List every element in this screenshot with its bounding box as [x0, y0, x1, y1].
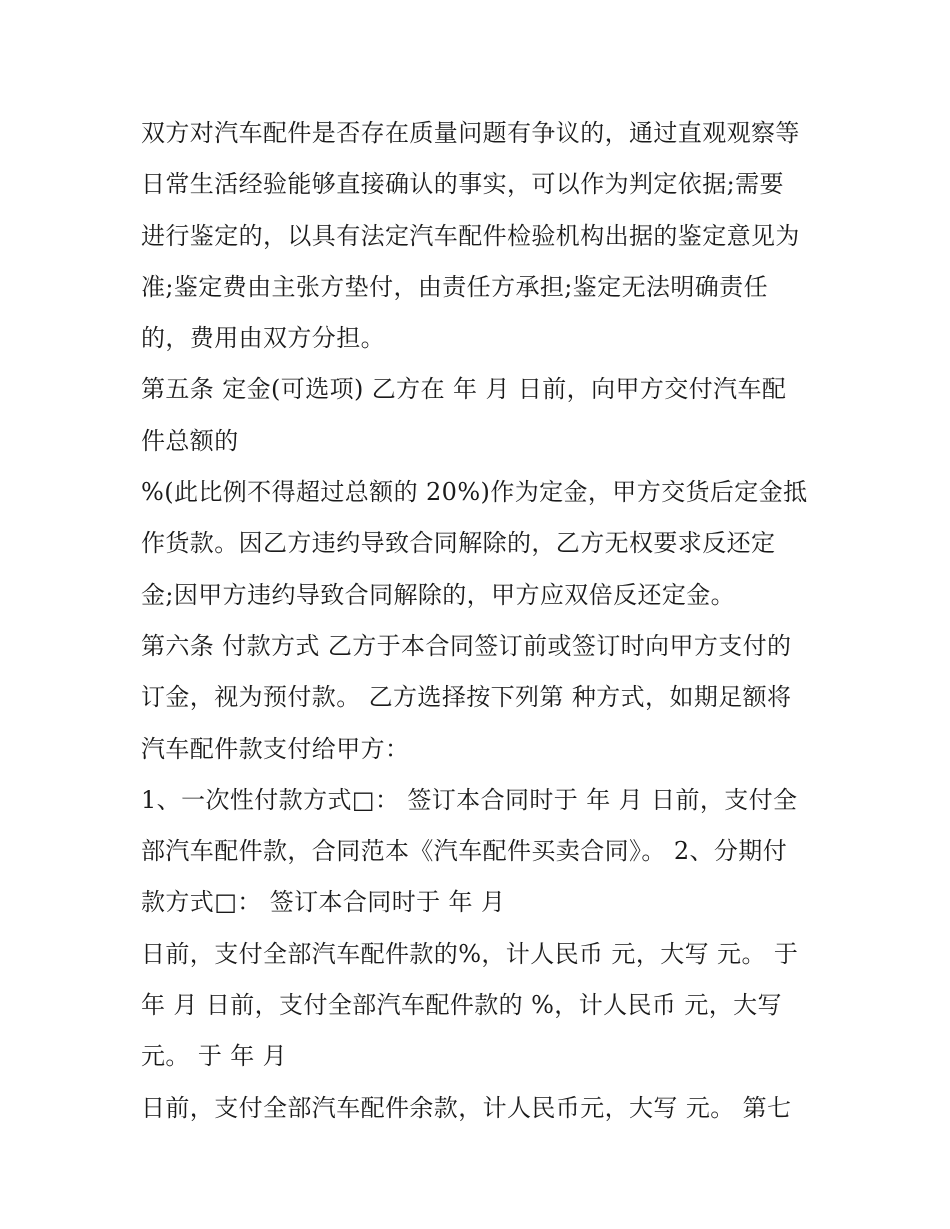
text-line: 金;因甲方违约导致合同解除的，甲方应双倍反还定金。 — [141, 580, 736, 609]
article-5-heading-line: 第五条 定金(可选项) 乙方在 年 月 日前，向甲方交付汽车配 — [141, 375, 787, 404]
text-line: 件总额的 — [141, 426, 239, 455]
text-line: 作货款。因乙方违约导致合同解除的，乙方无权要求反还定 — [141, 529, 776, 558]
text-line: 部汽车配件款，合同范本《汽车配件买卖合同》。 2、分期付 — [141, 837, 788, 866]
text-line: 元。 于 年 月 — [141, 1042, 288, 1071]
text-line: 日常生活经验能够直接确认的事实，可以作为判定依据;需要 — [141, 170, 784, 199]
text-line: 双方对汽车配件是否存在质量问题有争议的，通过直观观察等 — [141, 119, 800, 147]
text-line: 准;鉴定费由主张方垫付，由责任方承担;鉴定无法明确责任 — [141, 272, 768, 301]
payment-option-1-line: 1、一次性付款方式□： 签订本合同时于 年 月 日前，支付全 — [141, 785, 798, 814]
text-line: 汽车配件款支付给甲方： — [141, 734, 410, 763]
text-line: 的，费用由双方分担。 — [141, 324, 385, 353]
text-line: 订金，视为预付款。 乙方选择按下列第 种方式，如期足额将 — [141, 683, 792, 712]
text-line: 年 月 日前，支付全部汽车配件款的 %，计人民币 元，大写 — [141, 991, 782, 1020]
article-6-heading-line: 第六条 付款方式 乙方于本合同签订前或签订时向甲方支付的 — [141, 631, 792, 660]
text-line: %(此比例不得超过总额的 20%)作为定金，甲方交货后定金抵 — [141, 478, 808, 507]
contract-body-text — [141, 108, 831, 1134]
text-line: 进行鉴定的，以具有法定汽车配件检验机构出据的鉴定意见为 — [141, 221, 800, 250]
text-line: 日前，支付全部汽车配件款的%，计人民币 元，大写 元。 于 — [141, 939, 799, 968]
text-line: 日前，支付全部汽车配件余款，计人民币元，大写 元。 第七 — [141, 1093, 792, 1122]
text-line: 款方式□： 签订本合同时于 年 月 — [141, 888, 506, 917]
